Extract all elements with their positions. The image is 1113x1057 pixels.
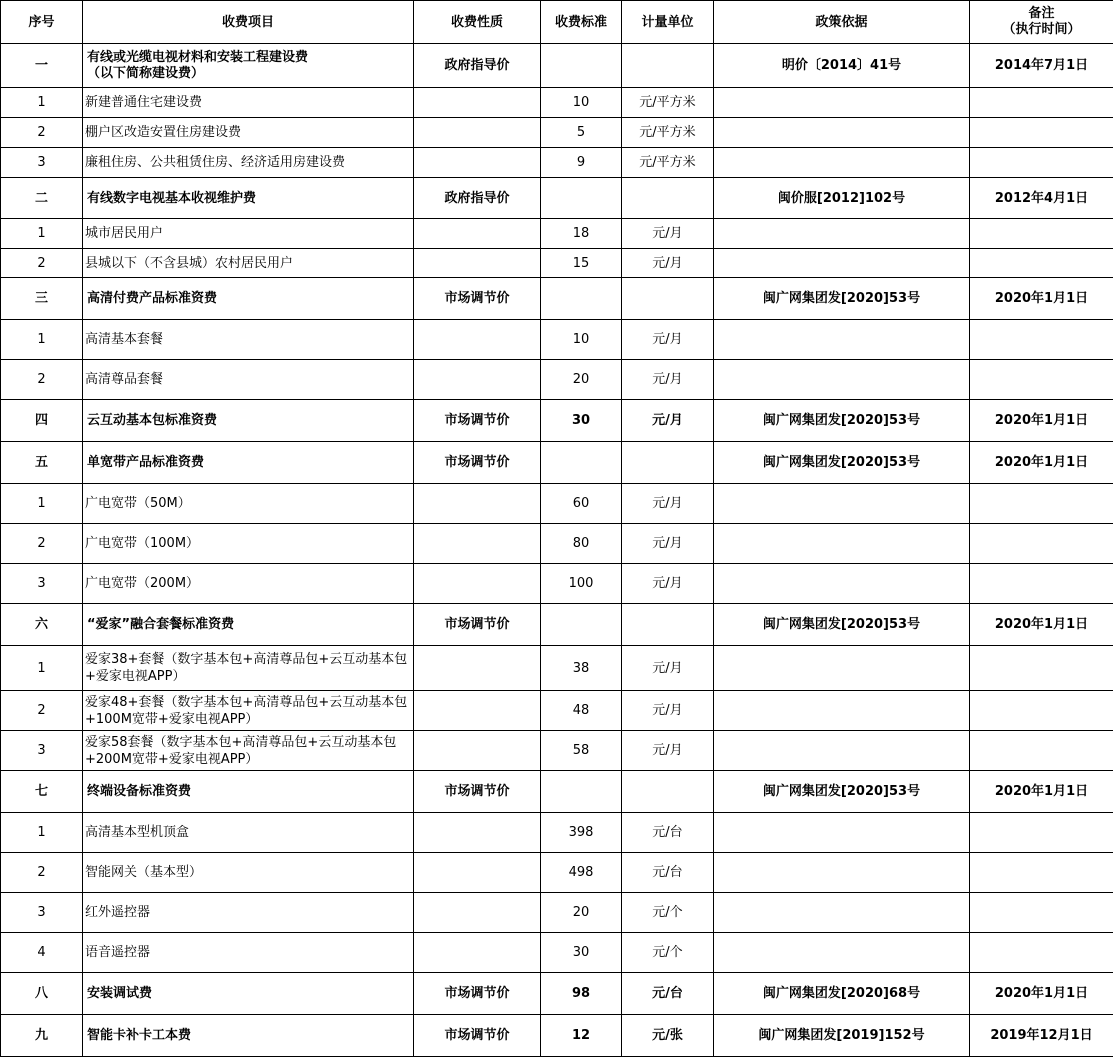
cell-nature: 市场调节价: [414, 278, 541, 320]
cell-note: 2012年4月1日: [970, 178, 1113, 219]
section-row: [1, 442, 1113, 484]
cell-seq: 一: [1, 44, 83, 88]
cell-policy: [714, 564, 970, 604]
cell-unit: 元/月: [622, 731, 714, 771]
cell-standard: 9: [541, 148, 622, 178]
cell-policy: [714, 893, 970, 933]
cell-standard: [541, 771, 622, 813]
cell-nature: [414, 853, 541, 893]
cell-nature: [414, 933, 541, 973]
cell-item: 智能卡补卡工本费: [83, 1015, 414, 1057]
cell-unit: 元/月: [622, 691, 714, 731]
cell-policy: [714, 320, 970, 360]
cell-seq: 2: [1, 691, 83, 731]
cell-seq: 2: [1, 249, 83, 278]
cell-unit: 元/平方米: [622, 118, 714, 148]
cell-item: 云互动基本包标准资费: [83, 400, 414, 442]
cell-unit: 元/平方米: [622, 88, 714, 118]
cell-standard: 58: [541, 731, 622, 771]
cell-note: 2020年1月1日: [970, 604, 1113, 646]
cell-policy: [714, 646, 970, 691]
cell-note: 2020年1月1日: [970, 973, 1113, 1015]
cell-item: 高清尊品套餐: [83, 360, 414, 400]
cell-standard: 38: [541, 646, 622, 691]
cell-unit: [622, 178, 714, 219]
cell-note: [970, 360, 1113, 400]
cell-unit: 元/张: [622, 1015, 714, 1057]
cell-note: 2020年1月1日: [970, 771, 1113, 813]
cell-nature: [414, 564, 541, 604]
cell-note: [970, 484, 1113, 524]
table-row: [1, 646, 1113, 691]
cell-standard: [541, 44, 622, 88]
table-row: [1, 731, 1113, 771]
cell-seq: 1: [1, 646, 83, 691]
cell-standard: 398: [541, 813, 622, 853]
cell-policy: 闽广网集团发[2020]53号: [714, 771, 970, 813]
section-row: [1, 973, 1113, 1015]
cell-nature: 市场调节价: [414, 400, 541, 442]
cell-item: 广电宽带（50M）: [83, 484, 414, 524]
cell-item: 安装调试费: [83, 973, 414, 1015]
section-row: [1, 178, 1113, 219]
cell-item: 新建普通住宅建设费: [83, 88, 414, 118]
cell-seq: 2: [1, 118, 83, 148]
cell-unit: 元/月: [622, 400, 714, 442]
cell-item: 单宽带产品标准资费: [83, 442, 414, 484]
cell-policy: [714, 524, 970, 564]
cell-policy: 闽广网集团发[2020]53号: [714, 604, 970, 646]
cell-standard: 48: [541, 691, 622, 731]
cell-unit: 元/月: [622, 249, 714, 278]
cell-seq: 2: [1, 853, 83, 893]
cell-standard: 5: [541, 118, 622, 148]
cell-unit: 元/月: [622, 524, 714, 564]
cell-note: [970, 853, 1113, 893]
cell-note: 2014年7月1日: [970, 44, 1113, 88]
header-nature: 收费性质: [414, 1, 541, 44]
header-row: [1, 1, 1113, 44]
cell-seq: 3: [1, 893, 83, 933]
cell-unit: 元/台: [622, 813, 714, 853]
table-row: [1, 249, 1113, 278]
cell-unit: 元/平方米: [622, 148, 714, 178]
header-note: 备注 （执行时间）: [970, 1, 1113, 44]
cell-standard: 10: [541, 88, 622, 118]
cell-standard: [541, 442, 622, 484]
cell-seq: 1: [1, 320, 83, 360]
cell-nature: 政府指导价: [414, 178, 541, 219]
cell-unit: 元/月: [622, 219, 714, 249]
cell-seq: 2: [1, 360, 83, 400]
cell-item: 有线数字电视基本收视维护费: [83, 178, 414, 219]
cell-item: 爱家58套餐（数字基本包+高清尊品包+云互动基本包+200M宽带+爱家电视APP）: [83, 731, 414, 771]
cell-item: 爱家38+套餐（数字基本包+高清尊品包+云互动基本包+爱家电视APP）: [83, 646, 414, 691]
cell-seq: 3: [1, 148, 83, 178]
cell-seq: 1: [1, 219, 83, 249]
cell-nature: 市场调节价: [414, 442, 541, 484]
cell-nature: [414, 691, 541, 731]
cell-standard: 12: [541, 1015, 622, 1057]
cell-nature: 市场调节价: [414, 771, 541, 813]
cell-item: 有线或光缆电视材料和安装工程建设费 （以下简称建设费）: [83, 44, 414, 88]
cell-seq: 1: [1, 813, 83, 853]
cell-policy: 闽广网集团发[2019]152号: [714, 1015, 970, 1057]
cell-unit: 元/个: [622, 933, 714, 973]
table-row: [1, 484, 1113, 524]
cell-unit: 元/月: [622, 564, 714, 604]
cell-note: 2020年1月1日: [970, 400, 1113, 442]
section-row: [1, 44, 1113, 88]
cell-seq: 九: [1, 1015, 83, 1057]
cell-policy: [714, 933, 970, 973]
cell-nature: [414, 731, 541, 771]
cell-nature: 市场调节价: [414, 973, 541, 1015]
cell-note: [970, 813, 1113, 853]
section-row: [1, 278, 1113, 320]
cell-nature: [414, 219, 541, 249]
section-row: [1, 771, 1113, 813]
cell-unit: 元/月: [622, 320, 714, 360]
cell-seq: 八: [1, 973, 83, 1015]
cell-note: [970, 691, 1113, 731]
section-row: [1, 604, 1113, 646]
cell-nature: [414, 320, 541, 360]
cell-item: 高清付费产品标准资费: [83, 278, 414, 320]
cell-standard: [541, 604, 622, 646]
cell-standard: 20: [541, 893, 622, 933]
table-row: [1, 88, 1113, 118]
cell-unit: 元/个: [622, 893, 714, 933]
cell-standard: 15: [541, 249, 622, 278]
cell-seq: 4: [1, 933, 83, 973]
cell-item: 智能网关（基本型）: [83, 853, 414, 893]
cell-item: 高清基本型机顶盒: [83, 813, 414, 853]
section-row: [1, 1015, 1113, 1057]
cell-nature: [414, 813, 541, 853]
cell-standard: 18: [541, 219, 622, 249]
cell-policy: [714, 148, 970, 178]
cell-unit: 元/月: [622, 360, 714, 400]
cell-standard: 30: [541, 933, 622, 973]
table-row: [1, 893, 1113, 933]
cell-standard: 10: [541, 320, 622, 360]
cell-policy: [714, 219, 970, 249]
cell-policy: 闽广网集团发[2020]53号: [714, 442, 970, 484]
cell-note: [970, 148, 1113, 178]
cell-item: 广电宽带（200M）: [83, 564, 414, 604]
cell-note: [970, 249, 1113, 278]
cell-nature: [414, 893, 541, 933]
cell-nature: [414, 88, 541, 118]
cell-standard: [541, 278, 622, 320]
table-row: [1, 933, 1113, 973]
cell-seq: 3: [1, 731, 83, 771]
cell-seq: 1: [1, 88, 83, 118]
table-row: [1, 524, 1113, 564]
cell-unit: [622, 278, 714, 320]
header-standard: 收费标准: [541, 1, 622, 44]
cell-item: “爱家”融合套餐标准资费: [83, 604, 414, 646]
cell-item: 语音遥控器: [83, 933, 414, 973]
cell-seq: 四: [1, 400, 83, 442]
table-row: [1, 148, 1113, 178]
cell-item: 终端设备标准资费: [83, 771, 414, 813]
cell-policy: [714, 731, 970, 771]
table-row: [1, 813, 1113, 853]
cell-standard: 100: [541, 564, 622, 604]
cell-item: 爱家48+套餐（数字基本包+高清尊品包+云互动基本包+100M宽带+爱家电视APP）: [83, 691, 414, 731]
cell-seq: 二: [1, 178, 83, 219]
header-item: 收费项目: [83, 1, 414, 44]
cell-seq: 3: [1, 564, 83, 604]
cell-policy: [714, 853, 970, 893]
cell-seq: 七: [1, 771, 83, 813]
cell-item: 高清基本套餐: [83, 320, 414, 360]
cell-standard: 80: [541, 524, 622, 564]
cell-standard: [541, 178, 622, 219]
cell-policy: [714, 691, 970, 731]
cell-nature: 市场调节价: [414, 1015, 541, 1057]
cell-note: [970, 118, 1113, 148]
cell-seq: 五: [1, 442, 83, 484]
cell-note: [970, 933, 1113, 973]
cell-unit: 元/台: [622, 973, 714, 1015]
cell-note: 2019年12月1日: [970, 1015, 1113, 1057]
header-policy: 政策依据: [714, 1, 970, 44]
cell-policy: [714, 813, 970, 853]
cell-nature: [414, 484, 541, 524]
cell-note: [970, 564, 1113, 604]
cell-unit: 元/月: [622, 646, 714, 691]
table-row: [1, 320, 1113, 360]
cell-policy: 闽广网集团发[2020]68号: [714, 973, 970, 1015]
cell-seq: 六: [1, 604, 83, 646]
cell-note: [970, 731, 1113, 771]
cell-seq: 三: [1, 278, 83, 320]
cell-item: 廉租住房、公共租赁住房、经济适用房建设费: [83, 148, 414, 178]
table-row: [1, 853, 1113, 893]
cell-policy: [714, 249, 970, 278]
cell-nature: 市场调节价: [414, 604, 541, 646]
table-row: [1, 118, 1113, 148]
table-row: [1, 564, 1113, 604]
cell-policy: 闽广网集团发[2020]53号: [714, 278, 970, 320]
cell-policy: [714, 118, 970, 148]
cell-nature: [414, 360, 541, 400]
cell-seq: 2: [1, 524, 83, 564]
cell-policy: [714, 484, 970, 524]
cell-note: 2020年1月1日: [970, 278, 1113, 320]
cell-standard: 98: [541, 973, 622, 1015]
cell-unit: [622, 442, 714, 484]
cell-unit: 元/月: [622, 484, 714, 524]
table-row: [1, 691, 1113, 731]
cell-nature: [414, 148, 541, 178]
cell-note: [970, 320, 1113, 360]
cell-unit: [622, 771, 714, 813]
cell-note: [970, 88, 1113, 118]
cell-item: 广电宽带（100M）: [83, 524, 414, 564]
header-seq: 序号: [1, 1, 83, 44]
cell-seq: 1: [1, 484, 83, 524]
cell-policy: 闽广网集团发[2020]53号: [714, 400, 970, 442]
cell-item: 棚户区改造安置住房建设费: [83, 118, 414, 148]
cell-policy: 闽价服[2012]102号: [714, 178, 970, 219]
cell-unit: [622, 604, 714, 646]
cell-nature: [414, 249, 541, 278]
section-row: [1, 400, 1113, 442]
cell-unit: [622, 44, 714, 88]
cell-standard: 20: [541, 360, 622, 400]
cell-note: [970, 219, 1113, 249]
cell-note: 2020年1月1日: [970, 442, 1113, 484]
cell-item: 城市居民用户: [83, 219, 414, 249]
cell-note: [970, 524, 1113, 564]
cell-note: [970, 646, 1113, 691]
cell-unit: 元/台: [622, 853, 714, 893]
cell-policy: [714, 88, 970, 118]
table-row: [1, 219, 1113, 249]
cell-nature: [414, 118, 541, 148]
cell-standard: 498: [541, 853, 622, 893]
cell-standard: 30: [541, 400, 622, 442]
cell-policy: [714, 360, 970, 400]
cell-note: [970, 893, 1113, 933]
cell-policy: 明价〔2014〕41号: [714, 44, 970, 88]
cell-nature: [414, 524, 541, 564]
cell-standard: 60: [541, 484, 622, 524]
cell-item: 县城以下（不含县城）农村居民用户: [83, 249, 414, 278]
table-row: [1, 360, 1113, 400]
cell-nature: [414, 646, 541, 691]
header-unit: 计量单位: [622, 1, 714, 44]
cell-nature: 政府指导价: [414, 44, 541, 88]
cell-item: 红外遥控器: [83, 893, 414, 933]
